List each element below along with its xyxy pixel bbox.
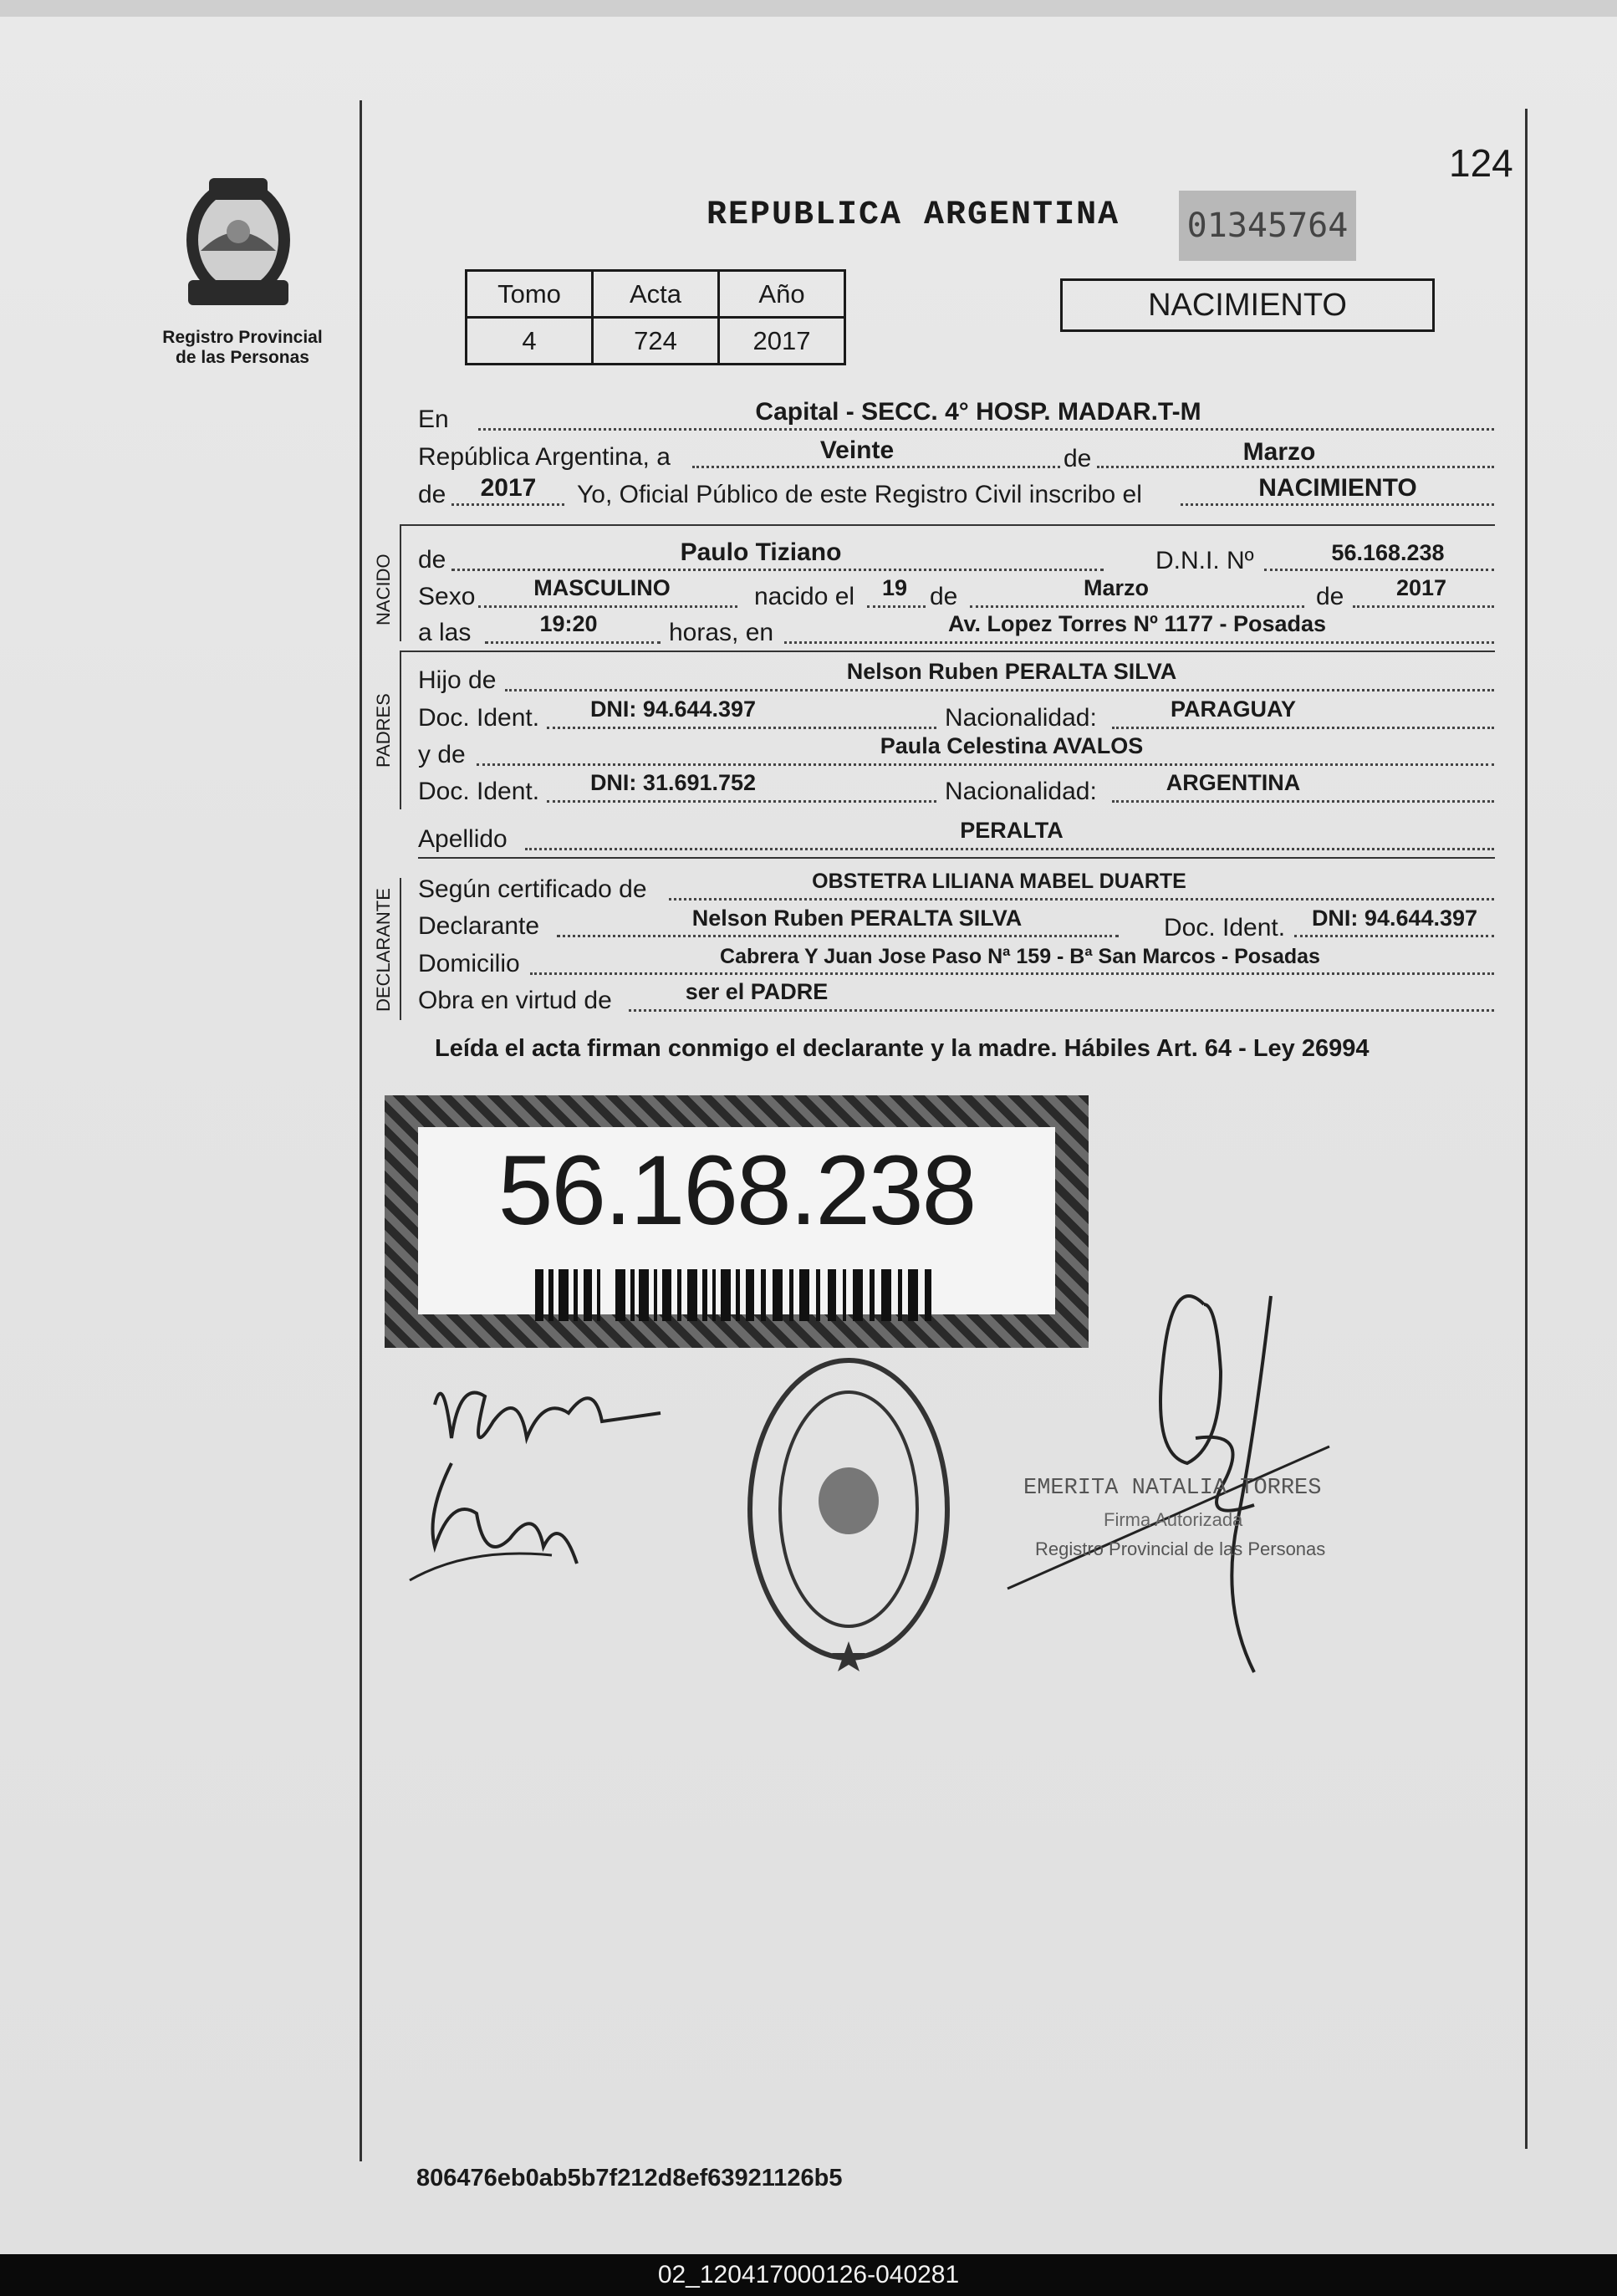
- value-birth-year: 2017: [1395, 575, 1447, 600]
- document-hash: 806476eb0ab5b7f212d8ef63921126b5: [416, 2165, 843, 2191]
- value-birth-day: 19: [881, 575, 908, 600]
- value-act-type: NACIMIENTO: [1258, 474, 1417, 502]
- value-sex: MASCULINO: [533, 575, 671, 600]
- footer-id-bar: 02_120417000126-040281: [0, 2254, 1617, 2296]
- header-ano: Año: [719, 271, 845, 318]
- dotted-line: [784, 641, 1494, 644]
- dotted-line: [1112, 727, 1494, 729]
- label-nacionalidad-mother: Nacionalidad:: [945, 778, 1097, 805]
- volume-table: [465, 269, 846, 365]
- label-de-month: de: [1064, 445, 1092, 472]
- dotted-line: [1294, 935, 1494, 937]
- dotted-line: [1181, 503, 1494, 506]
- document-sheet: [0, 17, 1617, 2254]
- dotted-line: [557, 935, 1119, 937]
- dotted-line: [451, 569, 1104, 571]
- value-tomo: 4: [467, 318, 593, 365]
- header-acta: Acta: [593, 271, 719, 318]
- volume-table-value-row: [467, 318, 845, 365]
- label-doc-ident-mother: Doc. Ident.: [418, 778, 540, 805]
- value-child-name: Paulo Tiziano: [680, 538, 842, 566]
- dotted-line: [547, 800, 936, 803]
- label-a-las: a las: [418, 619, 472, 646]
- label-y-de: y de: [418, 741, 466, 768]
- label-obra: Obra en virtud de: [418, 987, 612, 1014]
- label-de-birth-month: de: [930, 583, 958, 610]
- value-declarant: Nelson Ruben PERALTA SILVA: [691, 906, 1023, 931]
- value-acta: 724: [593, 318, 719, 365]
- section-label-nacido: NACIDO: [373, 554, 394, 625]
- label-de-year: de: [418, 481, 446, 508]
- barcode-number: 56.168.238: [497, 1135, 976, 1246]
- value-mother-name: Paula Celestina AVALOS: [880, 733, 1144, 758]
- label-nacionalidad-father: Nacionalidad:: [945, 704, 1097, 732]
- serial-number: 01345764: [1179, 191, 1356, 261]
- section-label-declarante: DECLARANTE: [373, 888, 394, 1012]
- value-surname: PERALTA: [960, 818, 1064, 843]
- registry-seal-icon: [736, 1342, 962, 1676]
- section-bracket: [400, 878, 401, 1020]
- value-child-dni: 56.168.238: [1331, 540, 1445, 565]
- closing-statement: Leída el acta firman conmigo el declarante y la madre. Hábiles Art. 64 - Ley 26994: [435, 1035, 1370, 1062]
- label-doc-ident-declarant: Doc. Ident.: [1164, 914, 1286, 941]
- label-nacido-el: nacido el: [754, 583, 855, 610]
- dotted-line: [669, 898, 1494, 901]
- value-day: Veinte: [819, 436, 895, 464]
- official-org-stamp: Registro Provincial de las Personas: [1035, 1538, 1326, 1559]
- dotted-line: [547, 727, 936, 729]
- dotted-line: [477, 763, 1494, 766]
- section-bracket: [400, 524, 401, 641]
- label-de-birth-year: de: [1316, 583, 1344, 610]
- label-de-child: de: [418, 546, 446, 574]
- label-declarante: Declarante: [418, 912, 540, 940]
- dotted-line: [692, 466, 1060, 468]
- dotted-line: [505, 689, 1494, 691]
- section-divider: [400, 651, 1495, 652]
- page-number: 124: [1449, 141, 1513, 185]
- value-ano: 2017: [719, 318, 845, 365]
- registry-name-line1: Registro Provincial: [162, 328, 323, 347]
- section-divider: [400, 524, 1495, 526]
- value-father-doc: DNI: 94.644.397: [589, 696, 757, 722]
- volume-table-header-row: [467, 271, 845, 318]
- label-dni: D.N.I. Nº: [1155, 547, 1254, 574]
- section-bracket: [400, 651, 401, 809]
- value-mother-nationality: ARGENTINA: [1166, 770, 1301, 795]
- label-hijo-de: Hijo de: [418, 666, 497, 694]
- dotted-line: [451, 503, 564, 506]
- document-type-box: NACIMIENTO: [1060, 278, 1435, 332]
- value-birth-place: Av. Lopez Torres Nº 1177 - Posadas: [947, 611, 1327, 636]
- value-address: Cabrera Y Juan Jose Paso Nª 159 - Bª San Marcos - Posadas: [720, 945, 1320, 968]
- barcode-label: [385, 1095, 1089, 1348]
- registry-name-line2: de las Personas: [176, 348, 309, 367]
- value-father-nationality: PARAGUAY: [1170, 696, 1297, 722]
- section-label-padres: PADRES: [373, 693, 394, 768]
- official-role-stamp: Firma Autorizada: [1104, 1509, 1243, 1530]
- label-doc-ident-father: Doc. Ident.: [418, 704, 540, 732]
- official-name-stamp: EMERITA NATALIA TORRES: [1023, 1476, 1322, 1501]
- dotted-line: [867, 605, 926, 608]
- right-margin-line: [1525, 109, 1528, 2149]
- label-domicilio: Domicilio: [418, 950, 520, 977]
- declarant-signature-icon: [401, 1346, 677, 1614]
- dotted-line: [1264, 569, 1494, 571]
- dotted-line: [1112, 800, 1494, 803]
- scan-top-edge: [0, 0, 1617, 17]
- label-apellido: Apellido: [418, 825, 508, 853]
- dotted-line: [530, 972, 1494, 975]
- value-month: Marzo: [1242, 438, 1316, 466]
- label-republica: República Argentina, a: [418, 443, 671, 471]
- value-birth-month: Marzo: [1083, 575, 1149, 600]
- value-certificate: OBSTETRA LILIANA MABEL DUARTE: [812, 870, 1186, 893]
- left-margin-line: [360, 100, 362, 2161]
- barcode-label-inner: [418, 1127, 1055, 1314]
- section-divider: [418, 857, 1495, 859]
- label-en: En: [418, 406, 449, 433]
- label-yo: Yo, Oficial Público de este Registro Civil inscribo el: [577, 481, 1142, 508]
- value-year: 2017: [480, 474, 537, 502]
- dotted-line: [1353, 605, 1494, 608]
- value-father-name: Nelson Ruben PERALTA SILVA: [846, 659, 1177, 684]
- dotted-line: [525, 848, 1494, 850]
- misiones-emblem-icon: [167, 171, 309, 322]
- document-title: REPUBLICA ARGENTINA: [706, 196, 1120, 234]
- label-horas-en: horas, en: [669, 619, 774, 646]
- barcode-bars-icon: [535, 1269, 936, 1321]
- registry-name: [134, 328, 351, 368]
- value-mother-doc: DNI: 31.691.752: [589, 770, 757, 795]
- value-birth-time: 19:20: [539, 611, 598, 636]
- header-tomo: Tomo: [467, 271, 593, 318]
- dotted-line: [485, 641, 661, 644]
- value-place: Capital - SECC. 4° HOSP. MADAR.T-M: [755, 398, 1201, 426]
- dotted-line: [629, 1009, 1494, 1012]
- dotted-line: [478, 605, 737, 608]
- dotted-line: [970, 605, 1304, 608]
- value-declarant-doc: DNI: 94.644.397: [1311, 906, 1478, 931]
- dotted-line: [478, 428, 1494, 431]
- label-segun-cert: Según certificado de: [418, 875, 647, 903]
- label-sexo: Sexo: [418, 583, 476, 610]
- value-in-virtue-of: ser el PADRE: [685, 979, 829, 1004]
